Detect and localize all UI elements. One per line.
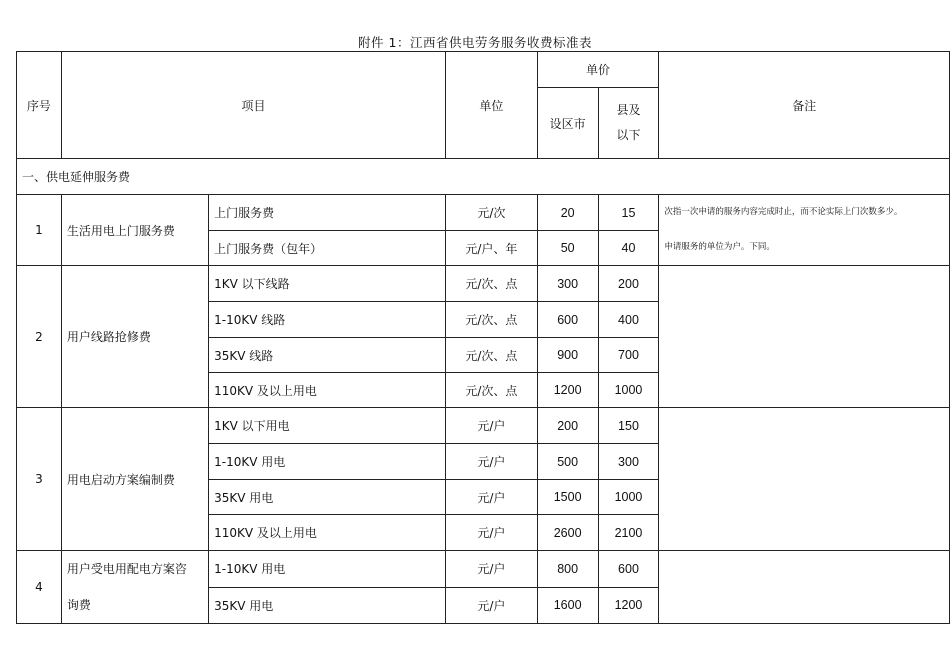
table-row-county-price: 400 [598,302,659,338]
table-row-item: 上门服务费（包年） [209,231,446,266]
table-row-city-price: 20 [537,195,598,231]
table-row-city-price: 800 [537,551,598,588]
group-1-note-line2: 申请服务的单位为户。下同。 [659,231,950,266]
table-row-county-price: 1000 [598,373,659,408]
table-row-item: 35KV 线路 [209,338,446,373]
table-row-unit: 元/户 [446,551,538,588]
table-row-city-price: 2600 [537,515,598,551]
table-row-unit: 元/次、点 [446,338,538,373]
group-4-remark [659,551,950,624]
group-4-name [61,551,208,624]
table-row-county-price: 2100 [598,515,659,551]
table-row-unit: 元/户 [446,515,538,551]
table-row-county-price: 150 [598,408,659,444]
table-row-county-price: 15 [598,195,659,231]
table-row-unit: 元/户 [446,444,538,480]
header-county-line1: 县及 [616,103,641,117]
header-price: 单价 [537,52,659,88]
table-row-city-price: 500 [537,444,598,480]
table-row-item: 1-10KV 用电 [209,444,446,480]
group-4-name-line1: 用户受电用配电方案咨 [66,562,187,576]
header-city [537,88,598,159]
table-row-county-price: 1000 [598,480,659,515]
group-4-name-line2: 询费 [66,598,91,612]
group-3-no: 3 [17,408,62,551]
group-1-note-line1: 次指一次申请的服务内容完成时止，而不论实际上门次数多少。 [659,195,950,231]
header-unit: 单位 [446,52,538,159]
table-row-unit: 元/次、点 [446,302,538,338]
table-row-city-price: 300 [537,266,598,302]
fee-standard-table [16,51,950,624]
table-row-unit: 元/户、年 [446,231,538,266]
table-row-county-price: 600 [598,551,659,588]
table-row-city-price: 1200 [537,373,598,408]
table-row-city-price: 50 [537,231,598,266]
group-1-name: 生活用电上门服务费 [61,195,208,266]
group-1-no: 1 [17,195,62,266]
table-row-city-price: 200 [537,408,598,444]
table-row-item: 35KV 用电 [209,587,446,624]
table-row-county-price: 700 [598,338,659,373]
table-row-item: 35KV 用电 [209,480,446,515]
table-row-unit: 元/次、点 [446,373,538,408]
table-row-city-price: 1500 [537,480,598,515]
group-4-no: 4 [17,551,62,624]
group-3-remark [659,408,950,551]
group-2-name: 用户线路抢修费 [61,266,208,408]
table-row-city-price: 600 [537,302,598,338]
header-county-line2: 以下 [616,128,641,142]
table-row-unit: 元/次 [446,195,538,231]
header-item: 项目 [61,52,445,159]
table-row-city-price: 900 [537,338,598,373]
section-heading: 一、供电延伸服务费 [17,159,950,195]
table-row-county-price: 200 [598,266,659,302]
table-row-unit: 元/户 [446,480,538,515]
group-2-no: 2 [17,266,62,408]
table-row-item: 110KV 及以上用电 [209,515,446,551]
document-title: 附件 1：江西省供电劳务服务收费标准表 [358,35,592,50]
table-row-unit: 元/户 [446,587,538,624]
table-row-item: 1KV 以下线路 [209,266,446,302]
table-row-item: 上门服务费 [209,195,446,231]
header-remark: 备注 [659,52,950,159]
table-row-item: 1-10KV 线路 [209,302,446,338]
table-row-unit: 元/户 [446,408,538,444]
table-row-item: 1KV 以下用电 [209,408,446,444]
table-row-county-price: 40 [598,231,659,266]
group-2-remark [659,266,950,408]
header-city-label: 设区市 [549,116,586,131]
table-row-item: 110KV 及以上用电 [209,373,446,408]
table-row-county-price: 300 [598,444,659,480]
header-county [598,88,659,159]
group-3-name: 用电启动方案编制费 [61,408,208,551]
table-row-city-price: 1600 [537,587,598,624]
table-row-unit: 元/次、点 [446,266,538,302]
table-row-county-price: 1200 [598,587,659,624]
table-row-item: 1-10KV 用电 [209,551,446,588]
header-seq: 序号 [17,52,62,159]
